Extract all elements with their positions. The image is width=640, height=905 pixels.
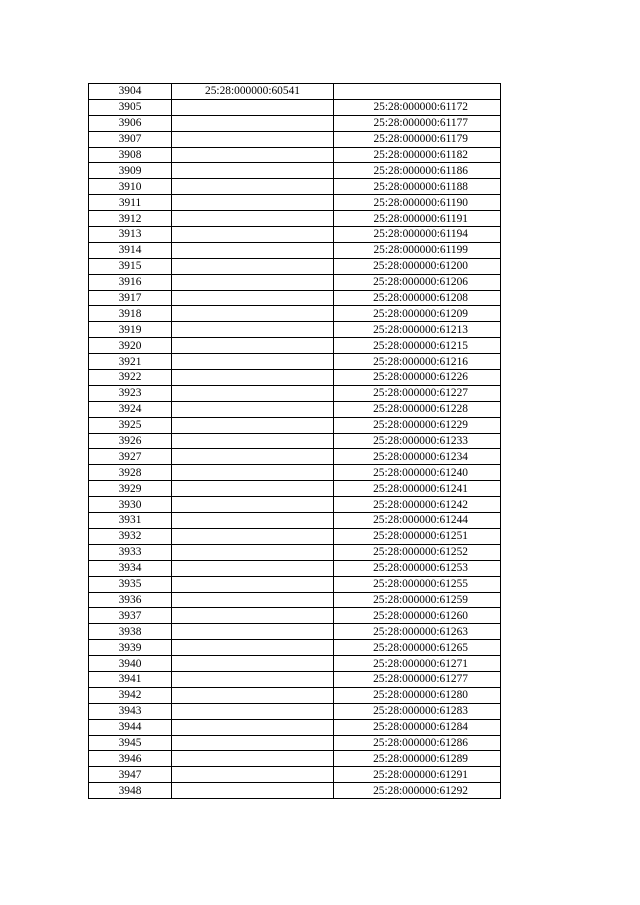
- row-number-cell: 3918: [89, 306, 172, 322]
- table-row: [89, 513, 501, 529]
- cadastral-number-cell-b: 25:28:000000:61200: [334, 258, 501, 274]
- cadastral-number-cell-a: [172, 465, 334, 481]
- cadastral-number-cell-b: 25:28:000000:61199: [334, 242, 501, 258]
- table-row: [89, 370, 501, 386]
- table-row: [89, 497, 501, 513]
- cadastral-number-cell-b: 25:28:000000:61215: [334, 338, 501, 354]
- table-row: [89, 147, 501, 163]
- table-row: [89, 433, 501, 449]
- cadastral-number-cell-b: 25:28:000000:61226: [334, 370, 501, 386]
- table-row: [89, 751, 501, 767]
- cadastral-number-cell-b: 25:28:000000:61190: [334, 195, 501, 211]
- row-number-cell: 3923: [89, 385, 172, 401]
- cadastral-number-cell-b: 25:28:000000:61172: [334, 99, 501, 115]
- row-number-cell: 3924: [89, 401, 172, 417]
- table-row: [89, 227, 501, 243]
- table-row: [89, 624, 501, 640]
- table-row: [89, 560, 501, 576]
- cadastral-number-cell-b: 25:28:000000:61283: [334, 703, 501, 719]
- cadastral-number-cell-b: 25:28:000000:61289: [334, 751, 501, 767]
- cadastral-number-cell-a: [172, 751, 334, 767]
- row-number-cell: 3934: [89, 560, 172, 576]
- row-number-cell: 3919: [89, 322, 172, 338]
- cadastral-number-cell-b: 25:28:000000:61265: [334, 640, 501, 656]
- row-number-cell: 3914: [89, 242, 172, 258]
- cadastral-number-cell-b: 25:28:000000:61186: [334, 163, 501, 179]
- cadastral-number-cell-b: 25:28:000000:61252: [334, 544, 501, 560]
- cadastral-number-cell-b: 25:28:000000:61259: [334, 592, 501, 608]
- row-number-cell: 3940: [89, 656, 172, 672]
- cadastral-number-cell-a: [172, 497, 334, 513]
- row-number-cell: 3911: [89, 195, 172, 211]
- cadastral-number-cell-a: [172, 592, 334, 608]
- row-number-cell: 3929: [89, 481, 172, 497]
- cadastral-number-cell-a: [172, 242, 334, 258]
- row-number-cell: 3916: [89, 274, 172, 290]
- cadastral-number-cell-b: 25:28:000000:61244: [334, 513, 501, 529]
- table-row: [89, 528, 501, 544]
- row-number-cell: 3913: [89, 227, 172, 243]
- cadastral-number-cell-a: [172, 687, 334, 703]
- cadastral-number-cell-b: 25:28:000000:61229: [334, 417, 501, 433]
- table-row: [89, 592, 501, 608]
- table-row: [89, 656, 501, 672]
- row-number-cell: 3927: [89, 449, 172, 465]
- table-row: [89, 671, 501, 687]
- cadastral-number-cell-a: [172, 306, 334, 322]
- cadastral-number-cell-a: [172, 274, 334, 290]
- row-number-cell: 3906: [89, 115, 172, 131]
- table-row: [89, 258, 501, 274]
- table-row: [89, 322, 501, 338]
- table-row: [89, 703, 501, 719]
- table-row: [89, 354, 501, 370]
- cadastral-number-cell-b: 25:28:000000:61284: [334, 719, 501, 735]
- table-row: [89, 544, 501, 560]
- row-number-cell: 3917: [89, 290, 172, 306]
- cadastral-number-cell-b: 25:28:000000:61292: [334, 783, 501, 799]
- cadastral-number-cell-a: [172, 115, 334, 131]
- cadastral-number-cell-a: [172, 338, 334, 354]
- cadastral-number-cell-a: [172, 560, 334, 576]
- row-number-cell: 3946: [89, 751, 172, 767]
- cadastral-number-cell-b: 25:28:000000:61286: [334, 735, 501, 751]
- row-number-cell: 3908: [89, 147, 172, 163]
- table-row: [89, 274, 501, 290]
- row-number-cell: 3935: [89, 576, 172, 592]
- cadastral-number-cell-b: 25:28:000000:61188: [334, 179, 501, 195]
- cadastral-number-cell-a: [172, 354, 334, 370]
- row-number-cell: 3907: [89, 131, 172, 147]
- cadastral-number-cell-a: [172, 528, 334, 544]
- cadastral-number-cell-a: [172, 417, 334, 433]
- cadastral-number-table: [88, 83, 501, 799]
- cadastral-number-cell-a: [172, 719, 334, 735]
- cadastral-number-cell-a: [172, 385, 334, 401]
- row-number-cell: 3942: [89, 687, 172, 703]
- table-row: [89, 115, 501, 131]
- cadastral-number-cell-b: [334, 84, 501, 100]
- row-number-cell: 3909: [89, 163, 172, 179]
- cadastral-number-cell-a: [172, 513, 334, 529]
- cadastral-number-cell-b: 25:28:000000:61255: [334, 576, 501, 592]
- cadastral-number-cell-a: [172, 147, 334, 163]
- cadastral-number-cell-b: 25:28:000000:61260: [334, 608, 501, 624]
- cadastral-number-cell-a: [172, 211, 334, 227]
- cadastral-number-cell-a: [172, 258, 334, 274]
- table-row: [89, 179, 501, 195]
- row-number-cell: 3921: [89, 354, 172, 370]
- table-row: [89, 131, 501, 147]
- table-row: [89, 608, 501, 624]
- cadastral-number-cell-a: [172, 767, 334, 783]
- cadastral-number-cell-b: 25:28:000000:61206: [334, 274, 501, 290]
- cadastral-number-cell-a: [172, 449, 334, 465]
- table-row: [89, 767, 501, 783]
- cadastral-number-cell-b: 25:28:000000:61209: [334, 306, 501, 322]
- cadastral-number-cell-b: 25:28:000000:61271: [334, 656, 501, 672]
- cadastral-number-cell-a: [172, 401, 334, 417]
- table-row: [89, 640, 501, 656]
- table-row: [89, 687, 501, 703]
- cadastral-number-cell-a: [172, 608, 334, 624]
- table-row: [89, 338, 501, 354]
- cadastral-number-cell-b: 25:28:000000:61227: [334, 385, 501, 401]
- table-row: [89, 163, 501, 179]
- cadastral-number-cell-b: 25:28:000000:61242: [334, 497, 501, 513]
- row-number-cell: 3932: [89, 528, 172, 544]
- row-number-cell: 3948: [89, 783, 172, 799]
- row-number-cell: 3933: [89, 544, 172, 560]
- table-row: [89, 401, 501, 417]
- cadastral-number-cell-b: 25:28:000000:61191: [334, 211, 501, 227]
- cadastral-number-cell-b: 25:28:000000:61263: [334, 624, 501, 640]
- cadastral-number-cell-a: [172, 322, 334, 338]
- table-row: [89, 449, 501, 465]
- row-number-cell: 3930: [89, 497, 172, 513]
- cadastral-number-cell-b: 25:28:000000:61234: [334, 449, 501, 465]
- table-row: [89, 290, 501, 306]
- cadastral-number-cell-b: 25:28:000000:61233: [334, 433, 501, 449]
- row-number-cell: 3945: [89, 735, 172, 751]
- cadastral-number-cell-a: [172, 576, 334, 592]
- table-row: [89, 242, 501, 258]
- row-number-cell: 3941: [89, 671, 172, 687]
- cadastral-number-cell-b: 25:28:000000:61241: [334, 481, 501, 497]
- table-row: [89, 719, 501, 735]
- cadastral-number-cell-b: 25:28:000000:61277: [334, 671, 501, 687]
- row-number-cell: 3905: [89, 99, 172, 115]
- row-number-cell: 3904: [89, 84, 172, 100]
- cadastral-number-cell-a: [172, 433, 334, 449]
- row-number-cell: 3910: [89, 179, 172, 195]
- cadastral-number-cell-b: 25:28:000000:61208: [334, 290, 501, 306]
- table-row: [89, 99, 501, 115]
- cadastral-number-cell-b: 25:28:000000:61177: [334, 115, 501, 131]
- table-row: [89, 735, 501, 751]
- table-row: [89, 385, 501, 401]
- cadastral-number-cell-a: [172, 131, 334, 147]
- cadastral-number-cell-a: [172, 195, 334, 211]
- table-row: [89, 576, 501, 592]
- cadastral-number-cell-a: [172, 783, 334, 799]
- table-row: [89, 417, 501, 433]
- cadastral-number-cell-a: [172, 624, 334, 640]
- cadastral-number-cell-a: [172, 481, 334, 497]
- cadastral-number-cell-a: [172, 640, 334, 656]
- table-row: [89, 211, 501, 227]
- cadastral-number-cell-b: 25:28:000000:61251: [334, 528, 501, 544]
- table-body: [89, 84, 501, 799]
- cadastral-number-cell-b: 25:28:000000:61182: [334, 147, 501, 163]
- cadastral-number-cell-b: 25:28:000000:61291: [334, 767, 501, 783]
- cadastral-number-cell-a: [172, 544, 334, 560]
- cadastral-number-cell-b: 25:28:000000:61216: [334, 354, 501, 370]
- cadastral-number-cell-a: [172, 227, 334, 243]
- row-number-cell: 3944: [89, 719, 172, 735]
- cadastral-number-cell-a: [172, 290, 334, 306]
- cadastral-number-cell-b: 25:28:000000:61194: [334, 227, 501, 243]
- table-row: [89, 195, 501, 211]
- row-number-cell: 3928: [89, 465, 172, 481]
- cadastral-number-cell-a: 25:28:000000:60541: [172, 84, 334, 100]
- table-row: [89, 783, 501, 799]
- table-row: [89, 306, 501, 322]
- cadastral-number-cell-a: [172, 656, 334, 672]
- cadastral-number-cell-a: [172, 99, 334, 115]
- row-number-cell: 3936: [89, 592, 172, 608]
- table-row: [89, 481, 501, 497]
- cadastral-number-cell-a: [172, 735, 334, 751]
- table-row: [89, 84, 501, 100]
- cadastral-number-cell-a: [172, 370, 334, 386]
- row-number-cell: 3912: [89, 211, 172, 227]
- cadastral-number-cell-a: [172, 703, 334, 719]
- cadastral-number-cell-a: [172, 671, 334, 687]
- cadastral-number-cell-a: [172, 179, 334, 195]
- row-number-cell: 3920: [89, 338, 172, 354]
- row-number-cell: 3926: [89, 433, 172, 449]
- row-number-cell: 3915: [89, 258, 172, 274]
- row-number-cell: 3925: [89, 417, 172, 433]
- cadastral-number-cell-b: 25:28:000000:61179: [334, 131, 501, 147]
- cadastral-number-cell-b: 25:28:000000:61228: [334, 401, 501, 417]
- row-number-cell: 3938: [89, 624, 172, 640]
- row-number-cell: 3922: [89, 370, 172, 386]
- cadastral-number-cell-b: 25:28:000000:61213: [334, 322, 501, 338]
- cadastral-number-cell-a: [172, 163, 334, 179]
- table-row: [89, 465, 501, 481]
- cadastral-number-cell-b: 25:28:000000:61240: [334, 465, 501, 481]
- cadastral-number-cell-b: 25:28:000000:61280: [334, 687, 501, 703]
- row-number-cell: 3937: [89, 608, 172, 624]
- row-number-cell: 3943: [89, 703, 172, 719]
- row-number-cell: 3939: [89, 640, 172, 656]
- cadastral-number-cell-b: 25:28:000000:61253: [334, 560, 501, 576]
- row-number-cell: 3947: [89, 767, 172, 783]
- row-number-cell: 3931: [89, 513, 172, 529]
